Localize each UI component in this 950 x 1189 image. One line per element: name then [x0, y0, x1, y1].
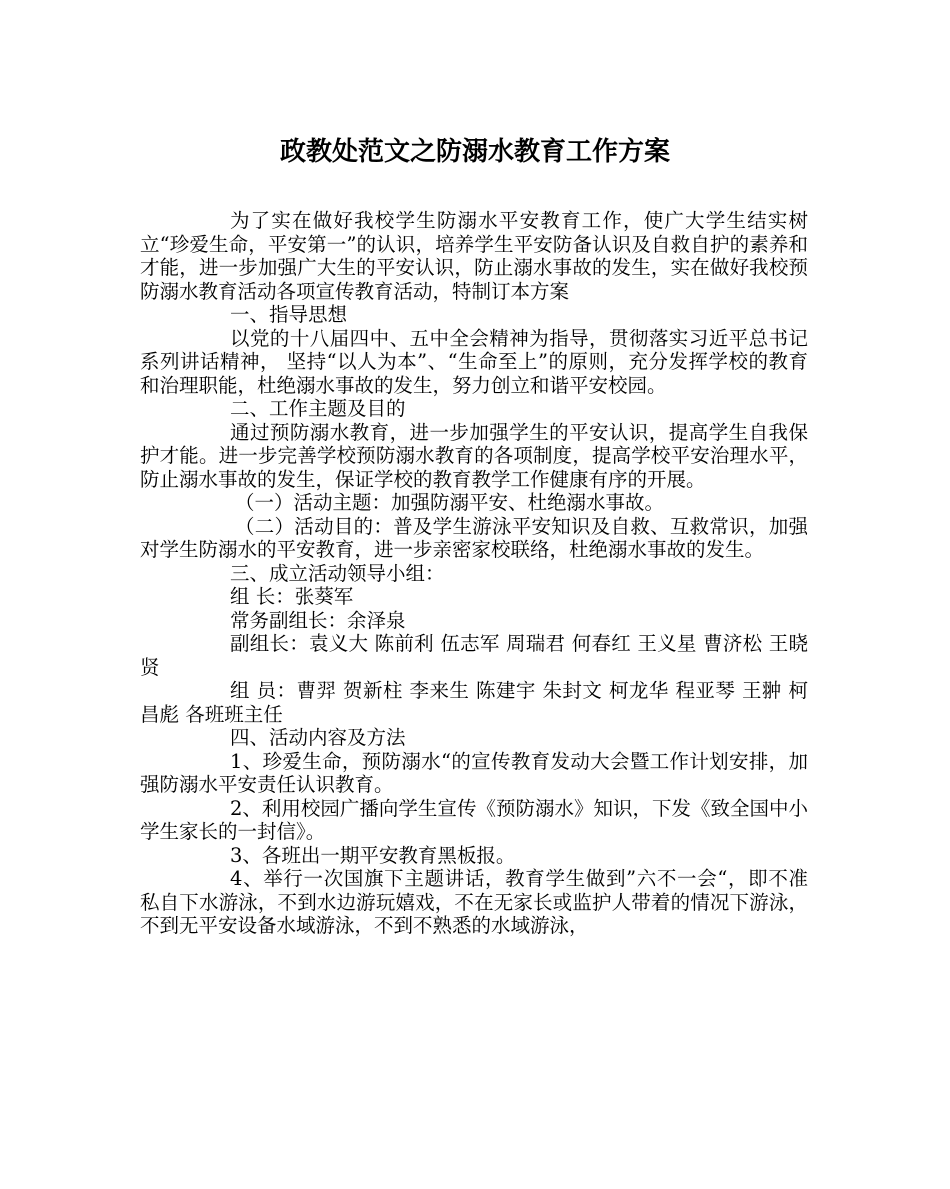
deputy-leaders-line: 副组长：袁义大 陈前利 伍志军 周瑞君 何春红 王义星 曹济松 王晓贤 — [140, 632, 808, 679]
activity-item-2: 2、利用校园广播向学生宣传《预防溺水》知识，下发《致全国中小学生家长的一封信》。 — [140, 796, 808, 843]
heading-activity-content: 四、活动内容及方法 — [230, 726, 406, 749]
paragraph-intro: 为了实在做好我校学生防溺水平安教育工作，使广大学生结实树立“珍爱生命，平安第一”的认识，培养学生平安防备认识及自救自护的素养和才能，进一步加强广大生的平安认识，防止溺水事故的发生，实在做好我校预防溺水教育活动各项宣传教育活动，特制订本方案 — [140, 209, 808, 303]
activity-item-1: 1、珍爱生命，预防溺水“的宣传教育发动大会暨工作计划安排，加强防溺水平安责任认识教育。 — [140, 749, 808, 796]
paragraph-guiding-ideology: 以党的十八届四中、五中全会精神为指导，贯彻落实习近平总书记系列讲话精神， 坚持“以人为本”、“生命至上”的原则，充分发挥学校的教育和治理职能，杜绝溺水事故的发生，努力创立和谐平安校园。 — [140, 326, 808, 397]
paragraph-activity-theme: （一）活动主题：加强防溺平安、杜绝溺水事故。 — [235, 491, 665, 514]
members-line: 组 员：曹羿 贺新柱 李来生 陈建宇 朱封文 柯龙华 程亚琴 王翀 柯昌彪 各班班主任 — [140, 679, 808, 726]
leader-line: 组 长：张葵军 — [230, 585, 354, 608]
document-title: 政教处范文之防溺水教育工作方案 — [279, 137, 670, 167]
paragraph-activity-purpose: （二）活动目的：普及学生游泳平安知识及自救、互救常识，加强对学生防溺水的平安教育，进一步亲密家校联络，杜绝溺水事故的发生。 — [140, 514, 808, 561]
heading-guiding-ideology: 一、指导思想 — [230, 303, 348, 326]
activity-item-3: 3、各班出一期平安教育黑板报。 — [230, 843, 516, 867]
heading-theme-and-purpose: 二、工作主题及目的 — [230, 397, 406, 420]
document-body — [140, 209, 808, 938]
heading-leadership-group: 三、成立活动领导小组： — [230, 561, 445, 585]
executive-deputy-line: 常务副组长：余泽泉 — [230, 608, 406, 632]
activity-item-4: 4、举行一次国旗下主题讲话，教育学生做到”六不一会“，即不准私自下水游泳，不到水边游玩嬉戏，不在无家长或监护人带着的情况下游泳，不到无平安设备水域游泳，不到不熟悉的水域游泳， — [140, 867, 808, 937]
paragraph-theme-and-purpose: 通过预防溺水教育，进一步加强学生的平安认识，提高学生自我保护才能。进一步完善学校预防溺水教育的各项制度，提高学校平安治理水平，防止溺水事故的发生，保证学校的教育教学工作健康有序的开展。 — [140, 420, 808, 491]
